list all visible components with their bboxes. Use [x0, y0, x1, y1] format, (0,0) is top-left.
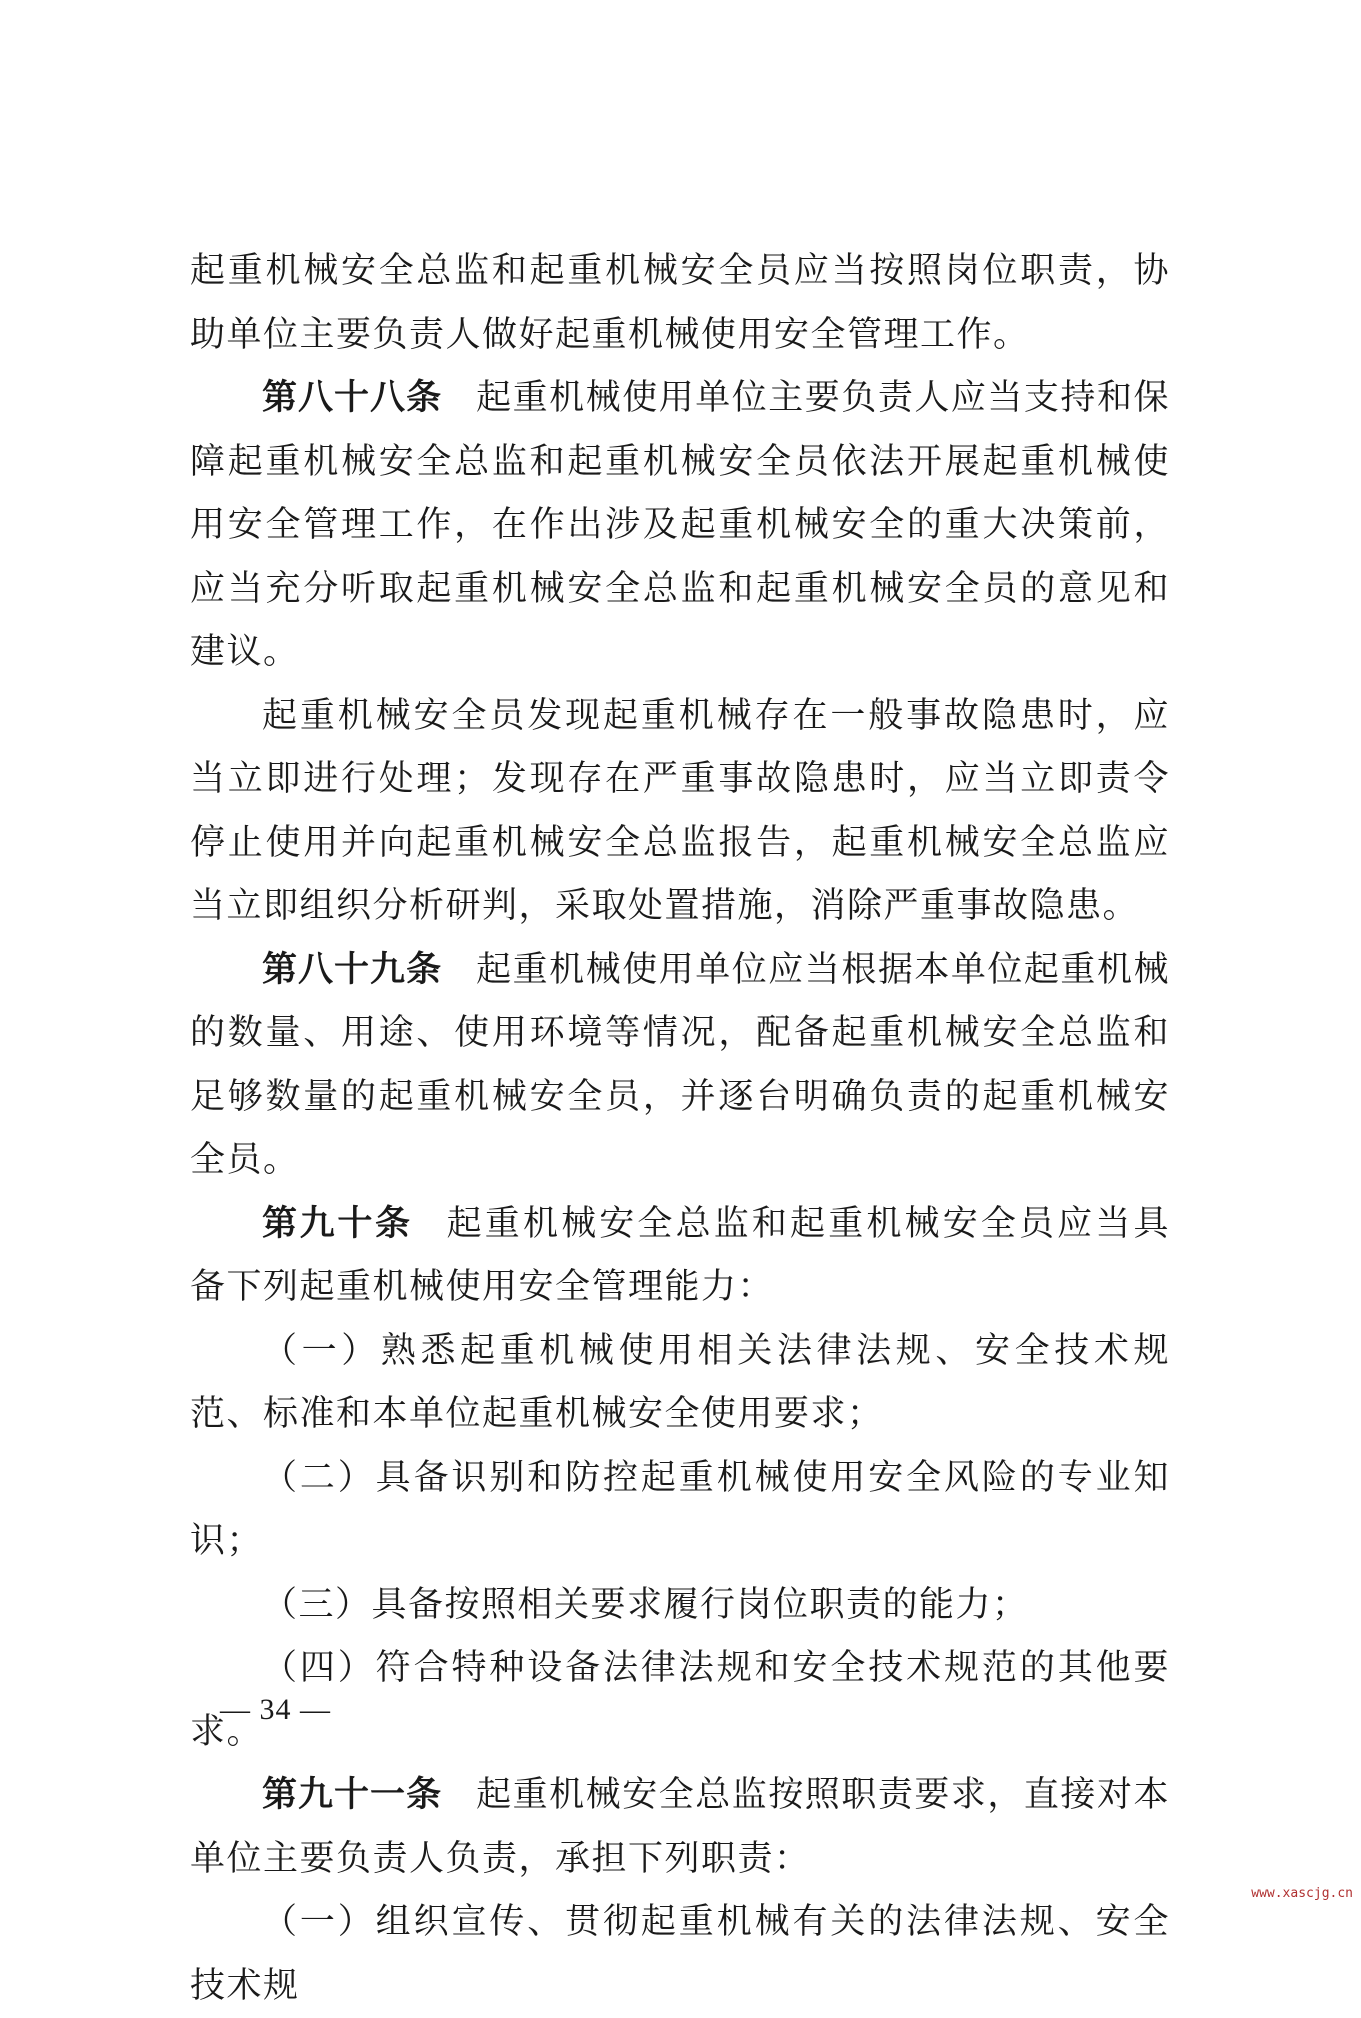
paragraph-text: 起重机械安全总监和起重机械安全员应当具备下列起重机械使用安全管理能力：: [190, 1203, 1170, 1307]
paragraph-text: （四）符合特种设备法律法规和安全技术规范的其他要求。: [190, 1648, 1170, 1752]
paragraph-text: 起重机械使用单位应当根据本单位起重机械的数量、用途、使用环境等情况，配备起重机械安全总监和足够数量的起重机械安全员，并逐台明确负责的起重机械安全员。: [190, 949, 1170, 1180]
paragraph-text: 起重机械使用单位主要负责人应当支持和保障起重机械安全总监和起重机械安全员依法开展起重机械使用安全管理工作，在作出涉及起重机械安全的重大决策前，应当充分听取起重机械安全总监和起重机械安全员的意见和建议。: [190, 378, 1170, 672]
paragraph-text: （一）熟悉起重机械使用相关法律法规、安全技术规范、标准和本单位起重机械安全使用要求；: [190, 1330, 1170, 1434]
paragraph-8: [190, 1637, 1170, 1764]
document-body: [190, 240, 1170, 2018]
paragraph-7: [190, 1574, 1170, 1638]
paragraph-4: [190, 1193, 1170, 1320]
page-number: — 34 —: [220, 1693, 331, 1726]
paragraph-text: （三）具备按照相关要求履行岗位职责的能力；: [262, 1584, 1029, 1625]
article-number: 第九十条: [262, 1203, 413, 1244]
paragraph-9: [190, 1764, 1170, 1891]
article-number: 第八十九条: [262, 949, 443, 990]
article-number: 第九十一条: [262, 1775, 443, 1815]
paragraph-6: [190, 1447, 1170, 1574]
paragraph-text: 起重机械安全员发现起重机械存在一般事故隐患时，应当立即进行处理；发现存在严重事故隐患时，应当立即责令停止使用并向起重机械安全总监报告，起重机械安全总监应当立即组织分析研判，采取处置措施，消除严重事故隐患。: [190, 695, 1170, 926]
paragraph-text: 起重机械安全总监和起重机械安全员应当按照岗位职责，协助单位主要负责人做好起重机械使用安全管理工作。: [190, 251, 1170, 355]
paragraph-text: （一）组织宣传、贯彻起重机械有关的法律法规、安全技术规: [190, 1902, 1170, 2006]
paragraph-1: [190, 367, 1170, 685]
article-number: 第八十八条: [262, 378, 443, 418]
paragraph-3: [190, 939, 1170, 1193]
site-watermark: www.xascjg.cn: [1251, 1886, 1353, 1901]
paragraph-10: [190, 1891, 1170, 2018]
paragraph-2: [190, 685, 1170, 939]
paragraph-0: [190, 240, 1170, 367]
paragraph-text: 起重机械安全总监按照职责要求，直接对本单位主要负责人负责，承担下列职责：: [190, 1775, 1170, 1879]
paragraph-text: （二）具备识别和防控起重机械使用安全风险的专业知识；: [190, 1457, 1170, 1561]
paragraph-5: [190, 1320, 1170, 1447]
